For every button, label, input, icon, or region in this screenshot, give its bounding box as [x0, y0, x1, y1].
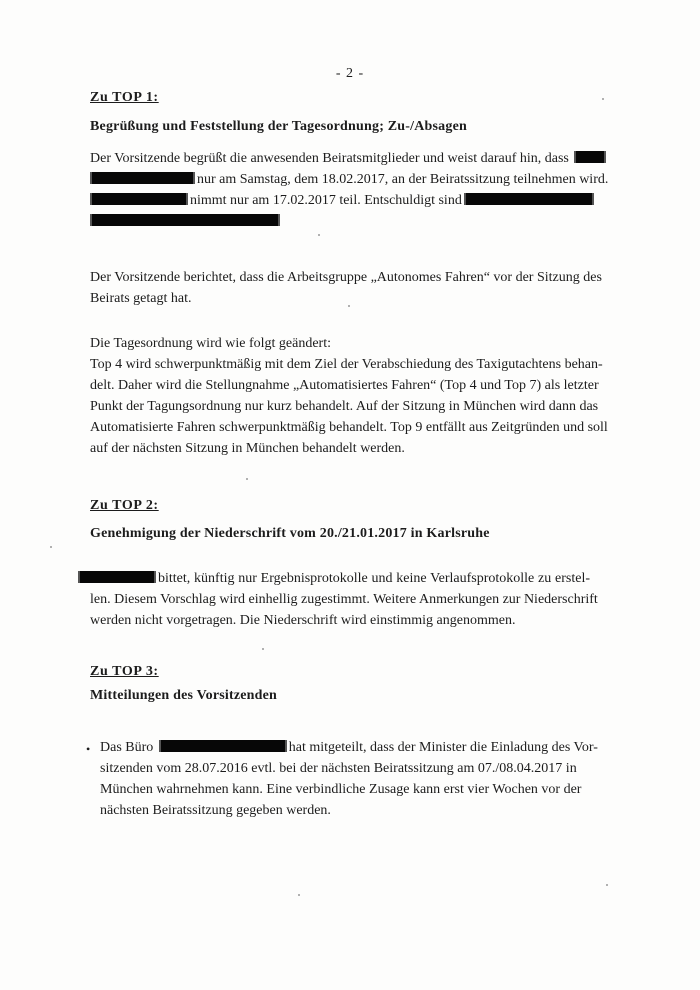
top1-p3-line3: delt. Daher wird die Stellungnahme „Automatisiertes Fahren“ (Top 4 und Top 7) als letzter: [90, 378, 599, 393]
redaction-bar: [90, 214, 280, 226]
top3-heading: Zu TOP 3:: [90, 664, 159, 679]
top1-p1-line1: Der Vorsitzende begrüßt die anwesenden Beiratsmitglieder und weist darauf hin, dass: [90, 151, 569, 166]
bullet-marker: •: [86, 742, 91, 756]
top3-subheading: Mitteilungen des Vorsitzenden: [90, 688, 278, 703]
top1-paragraph-working-group: [90, 267, 602, 309]
top1-paragraph-attendance: [90, 148, 609, 232]
top3-p1-line1a: Das Büro: [100, 740, 154, 755]
top2-subheading: Genehmigung der Niederschrift vom 20./21.01.2017 in Karlsruhe: [90, 526, 490, 541]
top1-p2-line2: Beirats getagt hat.: [90, 291, 192, 306]
top3-p1-line2: sitzenden vom 28.07.2016 evtl. bei der nächsten Beiratssitzung am 07./08.04.2017 in: [100, 761, 577, 776]
page-number: - 2 -: [335, 66, 365, 81]
top1-paragraph-agenda: [90, 333, 608, 459]
top1-p2-line1: Der Vorsitzende berichtet, dass die Arbeitsgruppe „Autonomes Fahren“ vor der Sitzung des: [90, 270, 602, 285]
scan-speck: [318, 234, 320, 236]
top1-p3-line1: Die Tagesordnung wird wie folgt geändert:: [90, 336, 331, 351]
top2-p1-line1: bittet, künftig nur Ergebnisprotokolle und keine Verlaufsprotokolle zu erstel-: [158, 571, 590, 586]
redaction-bar: [78, 571, 156, 583]
scan-speck: [606, 884, 608, 886]
top2-p1-line3: werden nicht vorgetragen. Die Niederschrift wird einstimmig angenommen.: [90, 613, 516, 628]
redaction-bar: [90, 193, 188, 205]
redaction-bar: [574, 151, 606, 163]
scan-speck: [246, 478, 248, 480]
redaction-bar: [464, 193, 594, 205]
top3-paragraph: [100, 737, 598, 821]
top1-p1-line3: nimmt nur am 17.02.2017 teil. Entschuldigt sind: [190, 193, 462, 208]
scan-speck: [602, 98, 604, 100]
redaction-bar: [90, 172, 195, 184]
top3-p1-line3: München wahrnehmen kann. Eine verbindliche Zusage kann erst vier Wochen vor der: [100, 782, 582, 797]
top3-p1-line4: nächsten Beiratssitzung gegeben werden.: [100, 803, 331, 818]
scan-speck: [50, 546, 52, 548]
top1-subheading: Begrüßung und Feststellung der Tagesordnung; Zu-/Absagen: [90, 119, 467, 134]
top2-paragraph: [90, 568, 598, 631]
top3-p1-line1b: hat mitgeteilt, dass der Minister die Einladung des Vor-: [288, 740, 598, 755]
top1-p1-line2: nur am Samstag, dem 18.02.2017, an der Beiratssitzung teilnehmen wird.: [197, 172, 609, 187]
top1-p3-line2: Top 4 wird schwerpunktmäßig mit dem Ziel der Verabschiedung des Taxigutachtens behan-: [90, 357, 603, 372]
top2-p1-line2: len. Diesem Vorschlag wird einhellig zugestimmt. Weitere Anmerkungen zur Niederschrift: [90, 592, 598, 607]
scan-speck: [262, 648, 264, 650]
top1-p3-line5: Automatisierte Fahren schwerpunktmäßig behandelt. Top 9 entfällt aus Zeitgründen und soll: [90, 420, 608, 435]
top1-heading: Zu TOP 1:: [90, 90, 159, 105]
top2-heading: Zu TOP 2:: [90, 498, 159, 513]
top1-p3-line6: auf der nächsten Sitzung in München behandelt werden.: [90, 441, 405, 456]
scan-speck: [298, 894, 300, 896]
top1-p3-line4: Punkt der Tagungsordnung nur kurz behandelt. Auf der Sitzung in München wird dann das: [90, 399, 599, 414]
redaction-bar: [159, 740, 287, 752]
scan-speck: [348, 305, 350, 307]
